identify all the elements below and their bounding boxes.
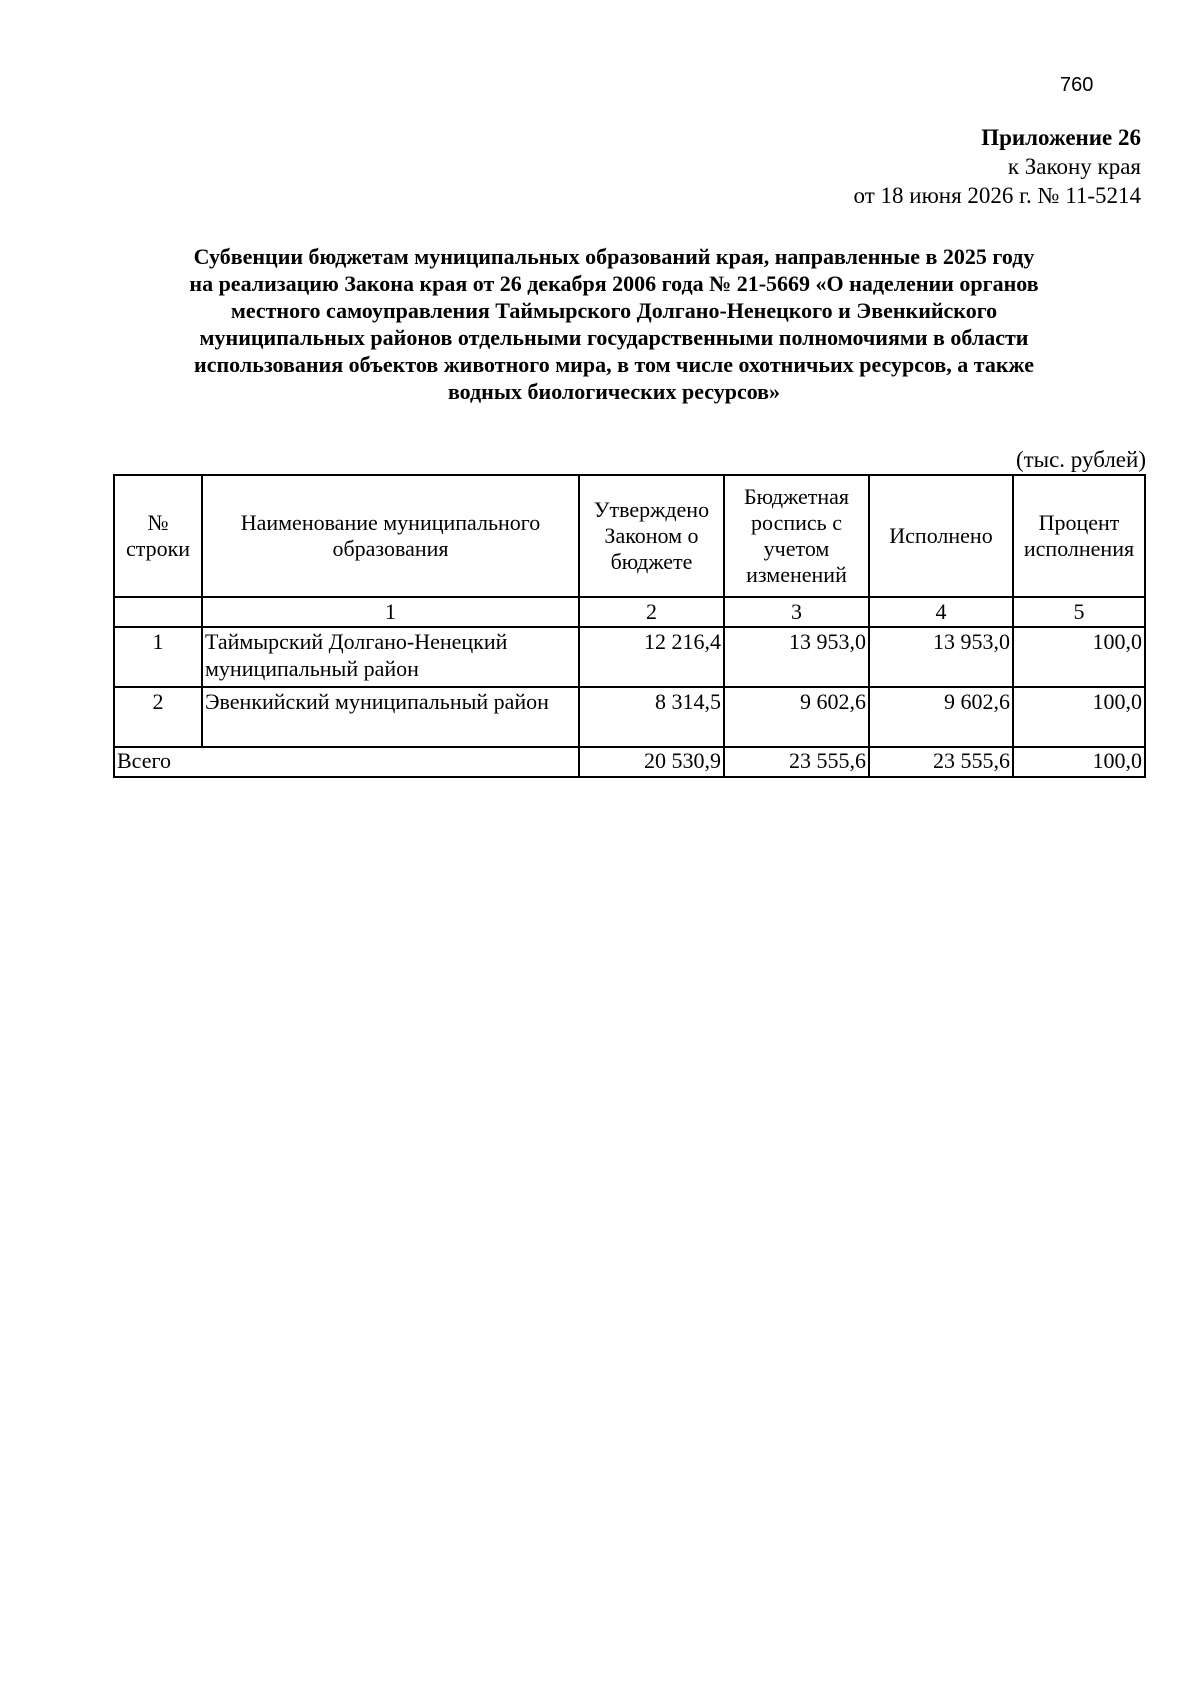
percent-value: 100,0: [1013, 627, 1145, 687]
title-line: муниципальных районов отдельными государственными полномочиями в области: [199, 325, 1029, 350]
total-approved: 20 530,9: [579, 747, 724, 777]
column-number: 5: [1013, 597, 1145, 627]
header-executed: Исполнено: [869, 475, 1013, 597]
header-budget-schedule: Бюджетная роспись с учетом изменений: [724, 475, 869, 597]
row-number: 2: [114, 687, 202, 747]
header-row-number: № строки: [114, 475, 202, 597]
title-line: местного самоуправления Таймырского Долгано-Ненецкого и Эвенкийского: [230, 298, 998, 323]
total-percent: 100,0: [1013, 747, 1145, 777]
table-header-row: [114, 475, 1145, 597]
approved-value: 8 314,5: [579, 687, 724, 747]
title-line: на реализацию Закона края от 26 декабря 2006 года № 21-5669 «О наделении органов: [189, 271, 1039, 296]
budget-value: 13 953,0: [724, 627, 869, 687]
units-label: (тыс. рублей): [1015, 447, 1146, 472]
appendix-law-date: от 18 июня 2026 г. № 11-5214: [853, 183, 1141, 208]
document-title: [120, 243, 1108, 405]
header-municipality-name: Наименование муниципального образования: [202, 475, 579, 597]
executed-value: 9 602,6: [869, 687, 1013, 747]
appendix-block: [854, 123, 1141, 210]
subsidies-table: [113, 474, 1146, 778]
total-row: [114, 747, 1145, 777]
column-numbers-row: [114, 597, 1145, 627]
column-number: [114, 597, 202, 627]
municipality-name: Эвенкийский муниципальный район: [202, 687, 579, 747]
column-number: 4: [869, 597, 1013, 627]
appendix-law-reference: к Закону края: [1007, 154, 1141, 179]
column-number: 2: [579, 597, 724, 627]
appendix-title: Приложение 26: [981, 125, 1141, 150]
page-number: 760: [1060, 74, 1094, 96]
title-line: Субвенции бюджетам муниципальных образований края, направленные в 2025 году: [193, 244, 1035, 269]
total-executed: 23 555,6: [869, 747, 1013, 777]
title-line: использования объектов животного мира, в том числе охотничьих ресурсов, а также: [194, 352, 1034, 377]
executed-value: 13 953,0: [869, 627, 1013, 687]
row-number: 1: [114, 627, 202, 687]
column-number: 3: [724, 597, 869, 627]
total-label: Всего: [114, 747, 579, 777]
column-number: 1: [202, 597, 579, 627]
municipality-name: Таймырский Долгано-Ненецкий муниципальный район: [202, 627, 579, 687]
budget-value: 9 602,6: [724, 687, 869, 747]
header-approved: Утверждено Законом о бюджете: [579, 475, 724, 597]
table-row: [114, 687, 1145, 747]
title-line: водных биологических ресурсов»: [447, 379, 781, 404]
approved-value: 12 216,4: [579, 627, 724, 687]
header-percent: Процент исполнения: [1013, 475, 1145, 597]
table-row: [114, 627, 1145, 687]
total-budget: 23 555,6: [724, 747, 869, 777]
percent-value: 100,0: [1013, 687, 1145, 747]
